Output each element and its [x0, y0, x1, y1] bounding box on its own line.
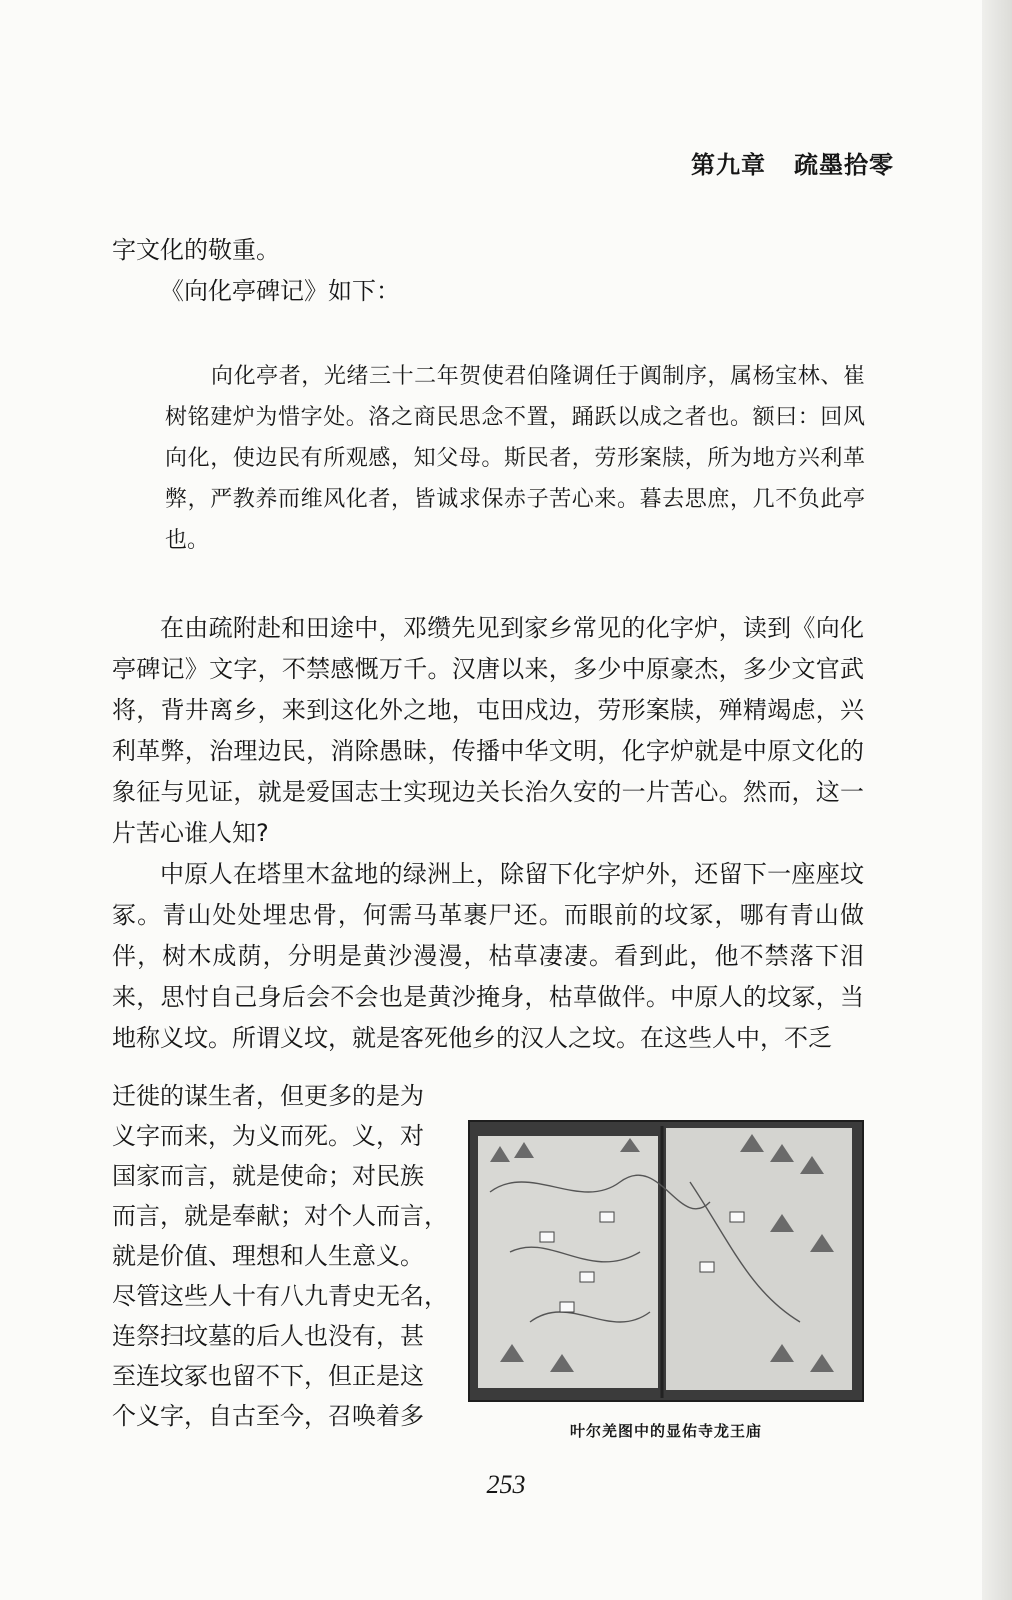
map-illustration: [470, 1122, 862, 1400]
paragraph-wrapped: 迁徙的谋生者，但更多的是为 义字而来，为义而死。义，对 国家而言，就是使命；对民族 而言，就是奉献；对个人而言， 就是价值、理想和人生意义。 尽管这些人十有八九青史无名， 连祭扫坟墓的后人也没有，甚 至连坟冢也留不下，但正是这 个义字，自古至今，召唤着多: [112, 1082, 448, 1430]
map-right-page: [666, 1128, 852, 1390]
opening-text: [112, 230, 864, 312]
page-number: 253: [486, 1470, 526, 1499]
inscription-quote: 向化亭者，光绪三十二年贺使君伯隆调任于阗制序，属杨宝林、崔树铭建炉为惜字处。洛之商民思念不置，踊跃以成之者也。额曰：回风向化，使边民有所观感，知父母。斯民者，劳形案牍，所为地方兴利革弊，严教养而维风化者，皆诚求保赤子苦心来。暮去思庶，几不负此亭也。: [165, 364, 865, 553]
map-left-page: [478, 1136, 658, 1388]
map-photograph: [468, 1120, 864, 1402]
main-text: [112, 608, 864, 1059]
paragraph-journey: 在由疏附赴和田途中，邓缵先见到家乡常见的化字炉，读到《向化亭碑记》文字，不禁感慨万千。汉唐以来，多少中原豪杰，多少文官武将，背井离乡，来到这化外之地，屯田戍边，劳形案牍，殚精竭虑，兴利革弊，治理边民，消除愚昧，传播中华文明，化字炉就是中原文化的象征与见证，就是爱国志士实现边关长治久安的一片苦心。然而，这一片苦心谁人知?: [112, 614, 864, 847]
chapter-title: 疏墨拾零: [794, 150, 894, 179]
paragraph-continuation: 字文化的敬重。: [112, 236, 280, 264]
figure-caption: 叶尔羌图中的显佑寺龙王庙: [569, 1422, 762, 1440]
paragraph-tombs: 中原人在塔里木盆地的绿洲上，除留下化字炉外，还留下一座座坟冢。青山处处埋忠骨，何需马革裹尸还。而眼前的坟冢，哪有青山做伴，树木成荫，分明是黄沙漫漫，枯草凄凄。看到此，他不禁落下泪来，思忖自己身后会不会也是黄沙掩身，枯草做伴。中原人的坟冢，当地称义坟。所谓义坟，就是客死他乡的汉人之坟。在这些人中，不乏: [112, 860, 864, 1052]
running-head: [691, 145, 894, 180]
page-edge-shadow: [982, 0, 1012, 1600]
chapter-number: 第九章: [691, 150, 766, 179]
paragraph-intro-quote: 《向化亭碑记》如下：: [160, 277, 400, 305]
